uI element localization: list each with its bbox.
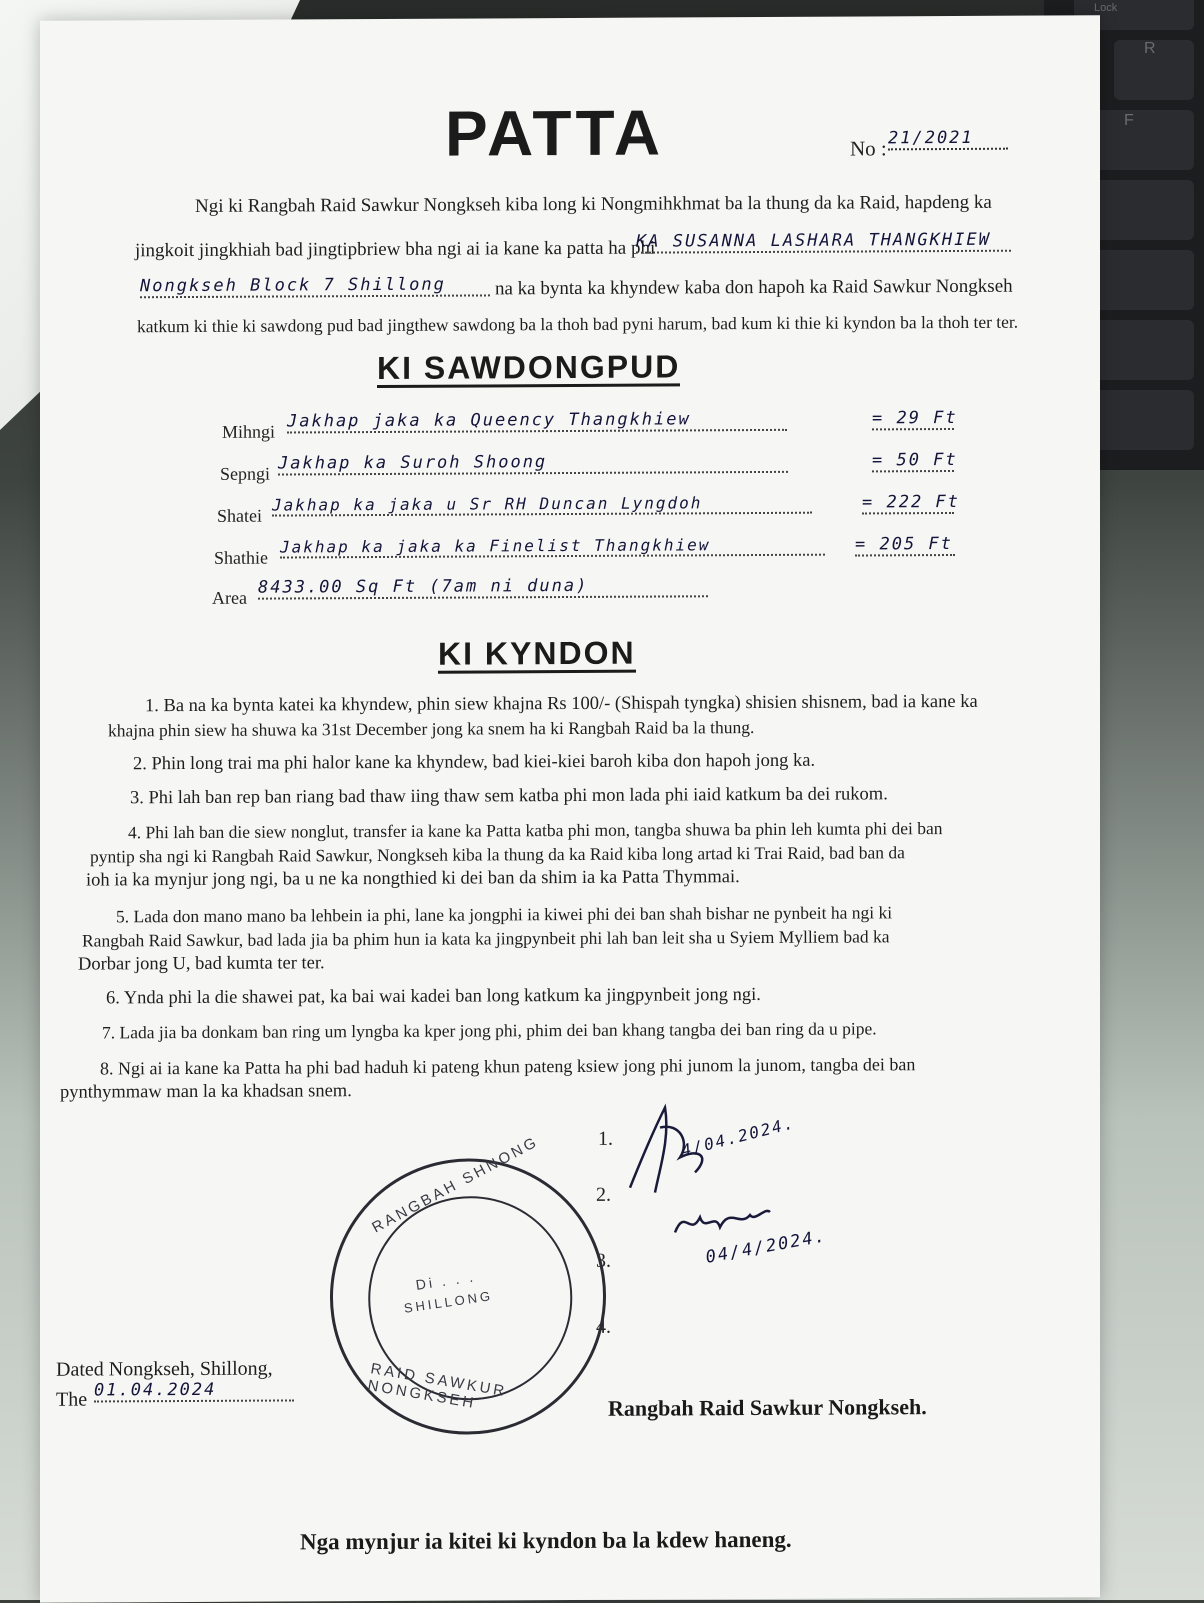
boundary-label: Sepngi [220, 463, 271, 484]
boundary-measure: = 50 Ft [872, 449, 958, 471]
rule-line: 6. Ynda phi la die shawei pat, ka bai wai kadei ban long katkum ka jingpynbeit jong ngi. [106, 985, 761, 1009]
boundary-measure: = 222 Ft [862, 491, 960, 513]
rule-line: pynthymmaw man la ka khadsan snem. [60, 1081, 352, 1103]
signature-number: 1. [598, 1127, 613, 1150]
rule-line: 5. Lada don mano mano ba lehbein ia phi, lane ka jongphi ia kiwei phi dei ban shah bishar ne pynbeit ha ngi ki [116, 902, 893, 927]
signature-3-date: 04/4/2024. [704, 1226, 829, 1268]
boundary-value: Jakhap ka Suroh Shoong [278, 451, 788, 476]
boundary-measure: = 205 Ft [855, 534, 955, 557]
number-value: 21/2021 [888, 128, 1008, 151]
sawdongpud-heading: KI SAWDONGPUD [377, 348, 681, 387]
boundary-value: Jakhap ka jaka u Sr RH Duncan Lyngdoh [272, 493, 812, 517]
key-label: F [1124, 112, 1134, 129]
document-title: PATTA [445, 96, 665, 170]
boundary-value: Jakhap ka jaka ka Finelist Thangkhiew [280, 535, 825, 559]
intro-line-1: Ngi ki Rangbah Raid Sawkur Nongkseh kiba long ki Nongmihkhmat ba la thung da ka Raid, hapdeng ka [195, 191, 992, 217]
intro-line-2: jingkoit jingkhiah bad jingtipbriew bha ngi ai ia kane ka patta ha phi [135, 237, 656, 262]
consent-statement: Nga mynjur ia kitei ki kyndon ba la kdew haneng. [300, 1526, 792, 1555]
dated-label: The [56, 1388, 88, 1411]
keyboard-key [1084, 180, 1194, 240]
boundary-label: Shathie [214, 547, 268, 568]
boundary-label: Shatei [217, 505, 262, 526]
dated-value: 01.04.2024 [94, 1379, 294, 1402]
area-value: 8433.00 Sq Ft (7am ni duna) [258, 575, 708, 599]
number-label: No : [850, 136, 887, 161]
rule-line: 8. Ngi ai ia kane ka Patta ha phi bad haduh ki pateng khun pateng ksiew jong phi junom la junom, tangba dei ban [100, 1054, 916, 1079]
key-label: Lock [1094, 2, 1118, 14]
grantee-address: Nongkseh Block 7 Shillong [140, 274, 490, 298]
intro-line-3: na ka bynta ka khyndew kaba don hapoh ka Raid Sawkur Nongkseh [495, 275, 1013, 300]
signature-number: 4. [596, 1315, 611, 1338]
signature-number: 3. [596, 1249, 611, 1272]
key-label: R [1144, 40, 1156, 57]
seal-bottom-text: RAID SAWKUR NONGKSEH [366, 1360, 509, 1413]
kyndon-heading: KI KYNDON [438, 634, 636, 672]
rule-line: 1. Ba na ka bynta katei ka khyndew, phin siew khajna Rs 100/- (Shispah tyngka) shisien shisnem, bad ia kane ka [145, 691, 978, 717]
rule-line: 7. Lada jia ba donkam ban ring um lyngba ka kper jong phi, phim dei ban khang tangba dei ban ring da u pipe. [102, 1018, 877, 1043]
grantee-name: KA SUSANNA LASHARA THANGKHIEW [636, 230, 1011, 254]
intro-line-4: katkum ki thie ki sawdong pud bad jingthew sawdong ba la thoh bad pyni harum, bad kum ki thie ki kyndon ba la thoh ter ter. [137, 311, 1019, 337]
signature-number: 2. [596, 1183, 611, 1206]
rule-line: 3. Phi lah ban rep ban riang bad thaw iing thaw sem katba phi mon lada phi iaid katkum ba dei rukom. [130, 784, 888, 809]
official-seal [312, 1133, 624, 1453]
boundary-label: Mihngi [222, 421, 276, 442]
seal-middle-text: SHILLONG [402, 1288, 494, 1316]
seal-top-text: RANGBAH SHNONG [369, 1133, 542, 1237]
signatory-title: Rangbah Raid Sawkur Nongkseh. [608, 1394, 927, 1421]
rule-line: 4. Phi lah ban die siew nonglut, transfer ia kane ka Patta katba phi mon, tangba shuwa ba phin leh kumta phi dei ban [128, 818, 943, 843]
rule-line: 2. Phin long trai ma phi halor kane ka khyndew, bad kiei-kiei baroh kiba don hapoh jong ka. [133, 750, 816, 775]
rule-line: khajna phin siew ha shuwa ka 31st December jong ka snem ha ki Rangbah Raid ba la thung. [108, 717, 755, 741]
boundary-value: Jakhap jaka ka Queency Thangkhiew [287, 409, 787, 434]
dated-place: Dated Nongkseh, Shillong, [56, 1357, 273, 1381]
rule-line: Rangbah Raid Sawkur, bad lada jia ba phim hun ia kata ka jingpynbeit phi lah ban leit sha u Syiem Mylliem bad ka [82, 926, 890, 951]
boundary-measure: = 29 Ft [872, 407, 958, 429]
area-label: Area [212, 587, 247, 608]
rule-line: ioh ia ka mynjur jong ngi, ba u ne ka nongthied ki dei ban da shim ia ka Patta Thymmai. [86, 867, 740, 891]
keyboard-key [1094, 110, 1194, 170]
rule-line: Dorbar jong U, bad kumta ter ter. [78, 953, 325, 975]
seal-middle-text: Di . . . [414, 1268, 477, 1293]
patta-document [40, 15, 1100, 1603]
rule-line: pyntip sha ngi ki Rangbah Raid Sawkur, Nongkseh kiba la thung da ka Raid kiba long artad ki Trai Raid, bad ban da [90, 842, 905, 867]
signature-1-date: 4/04.2024. [679, 1113, 797, 1161]
